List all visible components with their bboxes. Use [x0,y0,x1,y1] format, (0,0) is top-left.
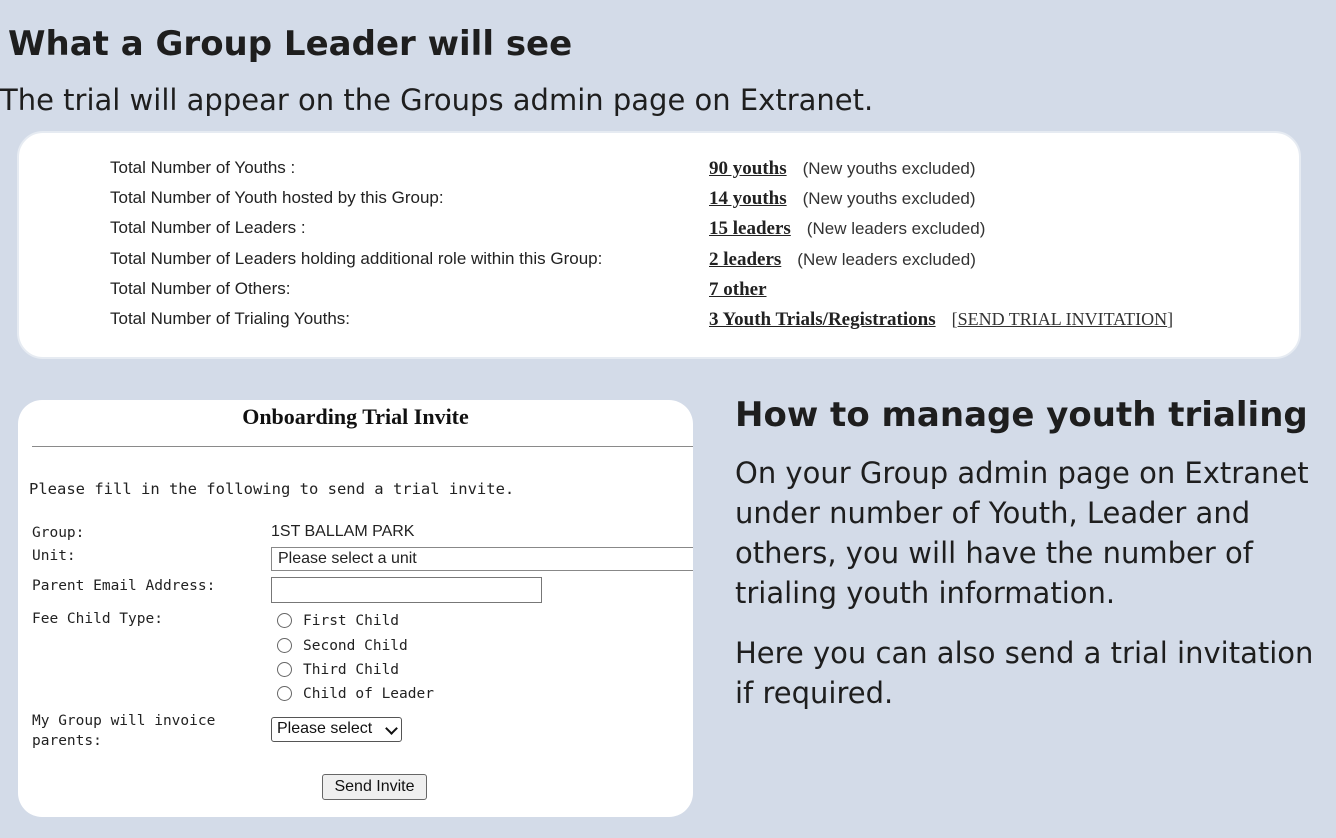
send-trial-invitation-label: SEND TRIAL INVITATION [957,309,1168,329]
section-heading-trialing: How to manage youth trialing [735,395,1308,435]
radio-circle-icon [277,638,292,653]
stats-row-hosted-youths [19,188,1299,212]
stats-label: Total Number of Youths : [110,158,296,177]
unit-label: Unit: [32,548,76,564]
unit-select-value: Please select a unit [278,550,417,567]
stats-label: Total Number of Others: [110,279,291,298]
radio-label: Child of Leader [303,686,434,702]
radio-circle-icon [277,613,292,628]
stats-note: (New leaders excluded) [797,250,976,269]
stats-label: Total Number of Leaders : [110,218,306,237]
form-title: Onboarding Trial Invite [242,404,469,429]
fee-child-type-label: Fee Child Type: [32,611,163,627]
stats-label: Total Number of Trialing Youths: [110,309,351,328]
stats-label: Total Number of Leaders holding additional role within this Group: [110,249,603,268]
stats-value [709,188,976,210]
stats-value [709,309,1173,331]
radio-circle-icon [277,686,292,701]
stats-row-others [19,279,1299,303]
bracket-close: ] [1167,309,1174,329]
stats-row-additional-role-leaders [19,249,1299,273]
stats-value [709,158,976,180]
stats-row-youths [19,158,1299,182]
invoice-parents-label [32,711,215,751]
stats-row-trialing-youths [19,309,1299,333]
invoice-select-value: Please select [277,720,373,737]
chevron-down-icon [385,722,398,735]
stats-note: (New leaders excluded) [806,219,986,238]
group-stats-panel [17,131,1301,359]
bracket-open: [ [951,309,958,329]
trialing-description-paragraph: On your Group admin page on Extranet under number of Youth, Leader and others, you will have the number of trialing youth information. [735,456,1309,610]
leaders-count-link[interactable]: 15 leaders [709,218,791,239]
form-instructions: Please fill in the following to send a trial invite. [29,480,515,498]
additional-role-leaders-link[interactable]: 2 leaders [709,249,782,270]
others-count-link[interactable]: 7 other [709,279,767,300]
stats-value [709,279,767,301]
unit-select[interactable] [271,547,693,571]
radio-label: Second Child [303,638,408,654]
stats-label: Total Number of Youth hosted by this Group: [110,188,444,207]
trial-invitation-paragraph: Here you can also send a trial invitation if required. [735,636,1314,710]
stats-row-leaders [19,218,1299,242]
send-trial-invitation-link[interactable] [952,309,1174,329]
youths-count-link[interactable]: 90 youths [709,158,787,179]
form-divider [32,446,693,447]
invoice-parents-label-line1: My Group will invoice [32,713,216,729]
radio-circle-icon [277,662,292,677]
invoice-parents-label-line2: parents: [32,733,102,749]
parent-email-input[interactable] [271,577,542,603]
radio-label: Third Child [303,662,400,678]
page-title: What a Group Leader will see [8,24,573,64]
send-invite-button[interactable]: Send Invite [322,774,427,800]
radio-label: First Child [303,613,400,629]
group-value: 1ST BALLAM PARK [271,523,415,540]
invoice-parents-select[interactable] [271,717,402,742]
onboarding-trial-invite-form [18,400,693,817]
hosted-youths-count-link[interactable]: 14 youths [709,188,787,209]
trialing-youths-link[interactable]: 3 Youth Trials/Registrations [709,309,936,330]
stats-note: (New youths excluded) [802,189,976,208]
stats-value [709,218,985,240]
stats-value [709,249,976,271]
intro-text: The trial will appear on the Groups admin page on Extranet. [0,83,874,117]
stats-note: (New youths excluded) [802,159,976,178]
parent-email-label: Parent Email Address: [32,578,216,594]
group-label: Group: [32,525,85,541]
